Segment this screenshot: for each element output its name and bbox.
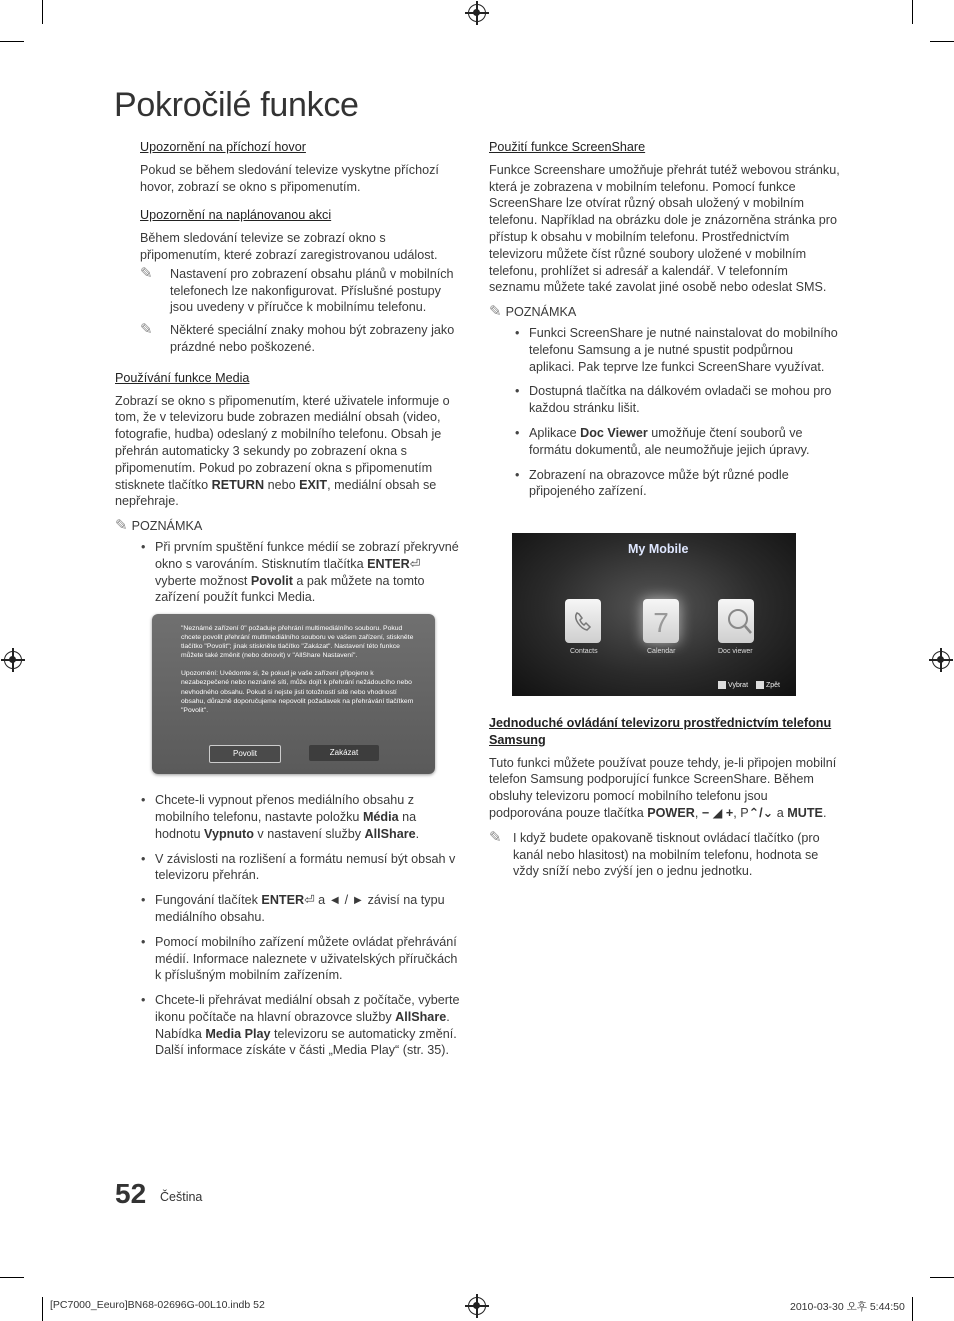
list-item: • Pomocí mobilního zařízení můžete ovládat přehrávání médií. Informace naleznete v uživatelských příručkách k příslušným mobilním zařízením. [115,934,465,984]
enter-icon: ⏎ [409,556,421,571]
section-heading: Použití funkce ScreenShare [489,140,646,154]
page-title: Pokročilé funkce [114,86,359,124]
calendar-app-icon[interactable] [643,599,679,643]
list-item: • Dostupná tlačítka na dálkovém ovladači se mohou pro každou stránku lišit. [489,383,841,417]
imprint-file: [PC7000_Eeuro]BN68-02696G-00L10.indb 52 [50,1299,265,1311]
crop-mark [42,0,43,24]
registration-mark-icon [468,4,486,22]
imprint-date: 2010-03-30 오후 5:44:50 [790,1301,905,1313]
crop-mark [930,41,954,42]
crop-mark [42,1297,43,1321]
crop-mark [0,41,24,42]
app-label: Contacts [570,648,598,655]
paragraph: Zobrazí se okno s připomenutím, které uživatele informuje o tom, že v televizoru bude zobrazen mediální obsah (video, fotografie, hudba) odeslaný z mobilního telefonu. Obsah je přehrán automaticky 3 sekundy po zobrazení okna s připomenutím. Pokud po zobrazení okna s připomenutím stisknete tlačítko RETURN nebo EXIT, mediální obsah se nepřehraje. [115,393,450,509]
left-column [115,139,465,1067]
list-item: • Chcete-li vypnout přenos mediálního obsahu z mobilního telefonu, nastavte položku Média na hodnotu Vypnuto v nastavení služby AllShare. [115,792,465,842]
list-item: • V závislosti na rozlišení a formátu nemusí být obsah v televizoru přehrán. [115,851,465,885]
note: ✎ Nastavení pro zobrazení obsahu plánů v mobilních telefonech lze nakonfigurovat. Příslušné postupy jsou uvedeny v příručce k mobilnímu telefonu. [140,264,454,315]
pencil-icon: ✎ [140,264,153,282]
media-permission-dialog [152,614,435,774]
section-heading: Jednoduché ovládání televizoru prostřednictvím telefonu Samsung [489,716,832,747]
my-mobile-screen [512,533,796,696]
section-heading: Upozornění na příchozí hovor [140,140,306,154]
mobile-footer: Vybrat Zpět [716,681,780,689]
note-heading: ✎ POZNÁMKA [115,517,203,535]
list-item: • Fungování tlačítek ENTER⏎ a ◄ / ► závisí na typu mediálního obsahu. [115,892,465,926]
note-list [115,792,465,1059]
section-heading: Upozornění na naplánovanou akci [140,208,332,223]
calendar-day: 7 [653,607,669,638]
paragraph: Pokud se během sledování televize vyskytne příchozí hovor, zobrazí se okno s připomenutím. [140,162,439,194]
enter-icon: ⏎ [304,893,315,908]
dialog-text: "Neznámé zařízení 0" požaduje přehrání multimediálního souboru. Pokud chcete povolit přehrání multimediálního souboru ve vašem zařízení, stiskněte tlačítko "Povolit"; jinak stiskněte tlačítko "Zakázat". Nastavení této funkce můžete také změnit (nebo obnovit) v "AllShare Nastavení". Upozornění: Uvědomte si, že pokud je vaše zařízení připojeno k nezabezpečené nebo neznámé síti, může dojít k přehrání nežádoucího nebo nevhodného obsahu. Pokud si nejste jisti totožností sítě nebo vhodností obsahu, důrazně doporučujeme nepovolit požadavek na přehrávání tlačítkem "Povolit". [181,625,414,714]
registration-mark-icon [468,1297,486,1315]
crop-mark [930,1277,954,1278]
paragraph: Tuto funkci můžete používat pouze tehdy, je-li připojen mobilní telefon Samsung podporující funkce ScreenShare. Během obsluhy televizoru pomocí mobilního telefonu jsou podporována pouze tlačítka POWER, − ◢ +, P⌃/⌄ a MUTE. [489,755,837,820]
doc-viewer-app-icon[interactable] [718,599,754,643]
list-item: • Při prvním spuštění funkce médií se zobrazí překryvné okno s varováním. Stisknutím tlačítka ENTER⏎ vyberte možnost Povolit a pak můžete na tomto zařízení použít funkci Media. [115,539,465,606]
list-item: • Aplikace Doc Viewer umožňuje čtení souborů ve formátu dokumentů, ale neumožňuje jejich úpravy. [489,425,841,459]
enter-key-icon [718,681,726,689]
right-column [489,139,841,508]
page-language: Čeština [160,1190,203,1204]
return-key-icon [756,681,764,689]
page-number: 52 [115,1178,147,1209]
mobile-title: My Mobile [628,542,689,556]
paragraph: Během sledování televize se zobrazí okno s připomenutím, které zobrazí zaregistrovanou událost. [140,231,438,262]
list-item: • Funkci ScreenShare je nutné nainstalovat do mobilního telefonu Samsung a je nutné spustit podpůrnou aplikaci. Pak teprve lze funkci ScreenShare využívat. [489,325,841,375]
pencil-icon: ✎ [140,321,153,339]
crop-mark [912,0,913,24]
app-label: Calendar [647,648,676,655]
allow-button[interactable]: Povolit [209,745,281,763]
pencil-icon: ✎ [489,303,502,321]
pencil-icon: ✎ [115,517,128,535]
app-label: Doc viewer [718,648,753,655]
right-column-lower [489,715,841,886]
note-list [115,539,465,606]
registration-mark-icon [932,651,950,669]
section-heading: Používání funkce Media [115,370,250,385]
deny-button[interactable]: Zakázat [309,745,379,761]
crop-mark [912,1297,913,1321]
pencil-icon: ✎ [489,828,502,846]
note-heading: ✎ POZNÁMKA [489,303,577,321]
paragraph: Funkce Screenshare umožňuje přehrát tutéž webovou stránku, která je zobrazena v mobilním telefonu. Pomocí funkce ScreenShare lze otvírat různý obsah uložený v mobilním telefonu. Například na obrázku dole je znázorněna stránka pro přístup k obsahu v mobilním telefonu. Prostřednictvím televizoru můžete číst různé soubory uložené v mobilním telefonu, prohlížet si adresář a kalendář. V telefonním seznamu můžete také zavolat jiné osobě nebo odeslat SMS. [489,162,840,295]
registration-mark-icon [4,651,22,669]
note: ✎ I když budete opakovaně tisknout ovládací tlačítko (pro kanál nebo hlasitost) na mobilním telefonu, hodnota se vždy sníží nebo zvýší jen o jednu jednotku. [489,828,820,879]
note: ✎ Některé speciální znaky mohou být zobrazeny jako prázdné nebo poškozené. [140,321,455,354]
crop-mark [0,1277,24,1278]
list-item: • Chcete-li přehrávat mediální obsah z počítače, vyberte ikonu počítače na hlavní obrazovce služby AllShare. Nabídka Media Play televizoru se automaticky změní. Další informace získáte v části „Media Play“ (str. 35). [115,992,465,1059]
contacts-app-icon[interactable] [565,599,601,643]
note-list [489,325,841,500]
list-item: • Zobrazení na obrazovce může být různé podle připojeného zařízení. [489,467,841,501]
